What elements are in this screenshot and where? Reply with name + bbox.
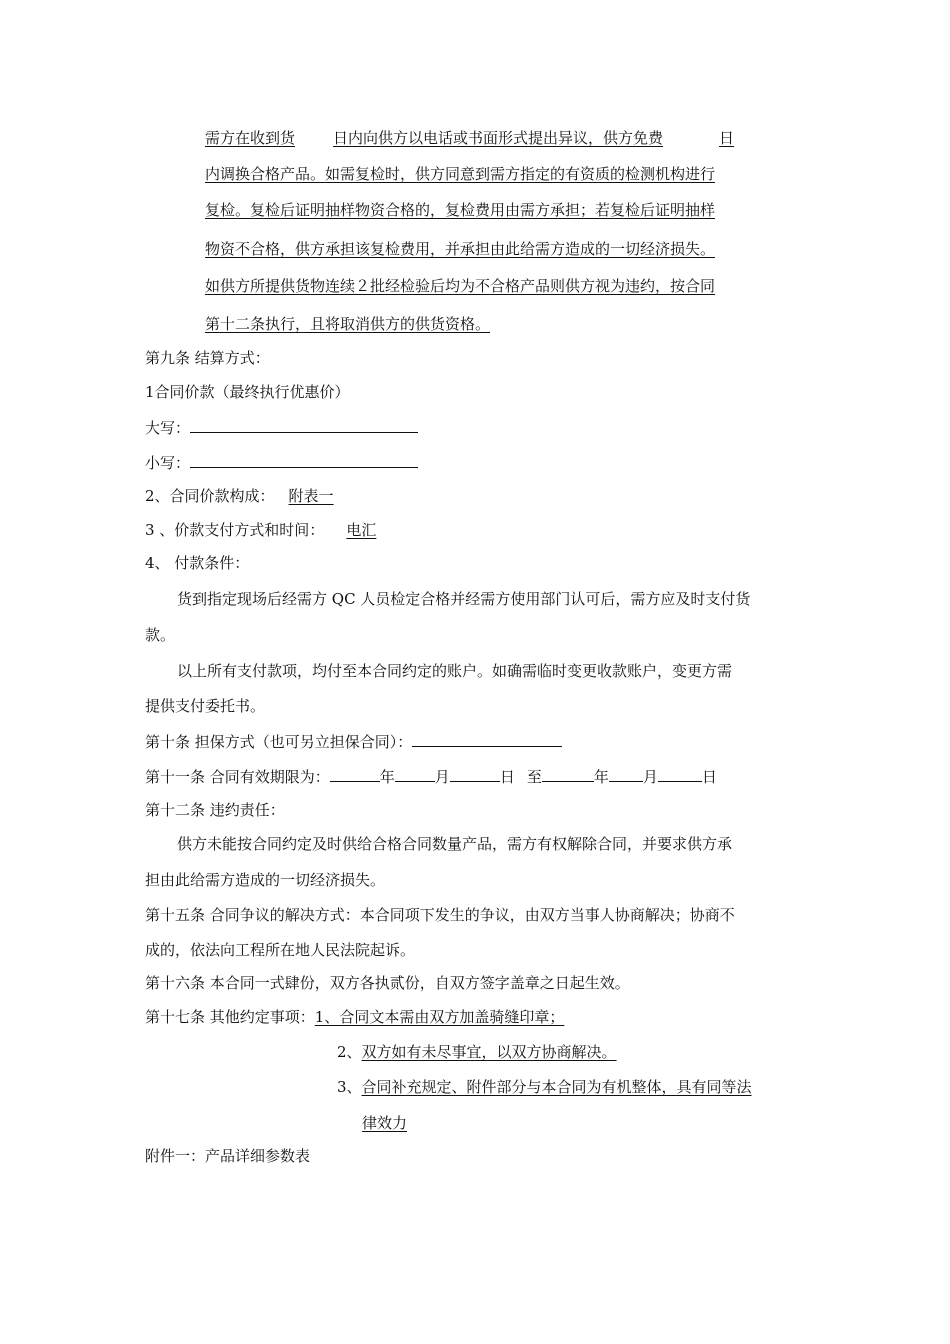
end-month-field[interactable]	[609, 766, 643, 782]
clause17-item-2	[337, 1042, 617, 1062]
start-day-unit: 日	[499, 768, 515, 786]
clause15-line-2: 成的，依法向工程所在地人民法院起诉。	[145, 941, 416, 959]
lower-amount-label: 小写：	[145, 454, 191, 472]
clause8-line-1c: 日	[719, 129, 735, 147]
start-month-field[interactable]	[395, 766, 435, 782]
start-day-field[interactable]	[450, 766, 500, 782]
clause17-item-3	[337, 1077, 752, 1097]
start-year-field[interactable]	[330, 766, 380, 782]
clause17-item-2-num: 2、	[337, 1043, 362, 1061]
lower-amount-field[interactable]	[190, 452, 418, 468]
item2-label: 2、合同价款构成：	[145, 487, 275, 505]
end-day-field[interactable]	[658, 766, 702, 782]
clause17-item-2-text: 双方如有未尽事宜，以双方协商解决。	[361, 1043, 617, 1061]
end-day-unit: 日	[701, 768, 717, 786]
clause12-line-1: 供方未能按合同约定及时供给合格合同数量产品，需方有权解除合同，并要求供方承	[177, 835, 733, 853]
clause10-label: 第十条 担保方式（也可另立担保合同）：	[145, 733, 413, 751]
upper-amount-label: 大写：	[145, 419, 191, 437]
start-month-unit: 月	[434, 768, 450, 786]
clause12-heading: 第十二条 违约责任：	[145, 801, 285, 819]
end-year-unit: 年	[593, 768, 609, 786]
clause9-item-4: 4、 付款条件：	[145, 554, 250, 572]
clause9-lower-row	[145, 452, 418, 473]
clause9-item-1: 1合同价款（最终执行优惠价）	[145, 383, 350, 401]
clause8-line-4: 物资不合格，供方承担该复检费用，并承担由此给需方造成的一切经济损失。	[205, 240, 716, 258]
clause8-line-5: 如供方所提供货物连续２批经检验后均为不合格产品则供方视为违约，按合同	[205, 277, 716, 295]
clause11-label: 第十一条 合同有效期限为：	[145, 768, 330, 786]
payment-account-line-2: 提供支付委托书。	[145, 697, 266, 715]
clause17-label: 第十七条 其他约定事项：	[145, 1008, 315, 1026]
clause9-upper-row	[145, 417, 418, 438]
item2-value: 附表一	[288, 487, 334, 505]
clause17-item-3-cont: 律效力	[362, 1114, 408, 1132]
end-month-unit: 月	[642, 768, 658, 786]
payment-condition-line-1: 货到指定现场后经需方 QC 人员检定合格并经需方使用部门认可后，需方应及时支付货	[177, 590, 751, 608]
clause17-row	[145, 1007, 564, 1027]
clause15-line-1: 第十五条 合同争议的解决方式：本合同项下发生的争议，由双方当事人协商解决；协商不	[145, 906, 735, 924]
clause10-row	[145, 731, 562, 752]
payment-condition-line-2: 款。	[145, 626, 176, 644]
clause17-item-3-text: 合同补充规定、附件部分与本合同为有机整体，具有同等法	[361, 1078, 752, 1096]
clause12-line-2: 担由此给需方造成的一切经济损失。	[145, 871, 386, 889]
clause17-item-1: 1、合同文本需由双方加盖骑缝印章；	[314, 1008, 565, 1026]
attachment-line: 附件一：产品详细参数表	[145, 1147, 311, 1165]
end-year-field[interactable]	[542, 766, 594, 782]
clause9-heading: 第九条 结算方式：	[145, 349, 270, 367]
clause11-row	[145, 766, 717, 787]
clause8-line-2: 内调换合格产品。如需复检时，供方同意到需方指定的有资质的检测机构进行	[205, 165, 716, 183]
clause9-item-3	[145, 520, 398, 540]
to-word: 至	[526, 768, 542, 786]
clause8-line-1b: 日内向供方以电话或书面形式提出异议，供方免费	[333, 129, 664, 147]
upper-amount-field[interactable]	[190, 417, 418, 433]
clause16: 第十六条 本合同一式肆份，双方各执贰份，自双方签字盖章之日起生效。	[145, 974, 630, 992]
guarantee-field[interactable]	[412, 731, 562, 747]
start-year-unit: 年	[379, 768, 395, 786]
clause8-line-3: 复检。复检后证明抽样物资合格的，复检费用由需方承担；若复检后证明抽样	[205, 201, 716, 219]
clause17-item-3-num: 3、	[337, 1078, 362, 1096]
item3-label: 3 、价款支付方式和时间：	[145, 521, 325, 539]
clause8-line-6: 第十二条执行，且将取消供方的供货资格。	[205, 315, 491, 333]
item3-value: 电汇	[346, 521, 377, 539]
payment-account-line-1: 以上所有支付款项，均付至本合同约定的账户。如确需临时变更收款账户，变更方需	[177, 662, 733, 680]
clause8-line-1	[205, 128, 734, 148]
clause9-item-2	[145, 486, 348, 506]
clause8-line-1a: 需方在收到货	[205, 129, 296, 147]
